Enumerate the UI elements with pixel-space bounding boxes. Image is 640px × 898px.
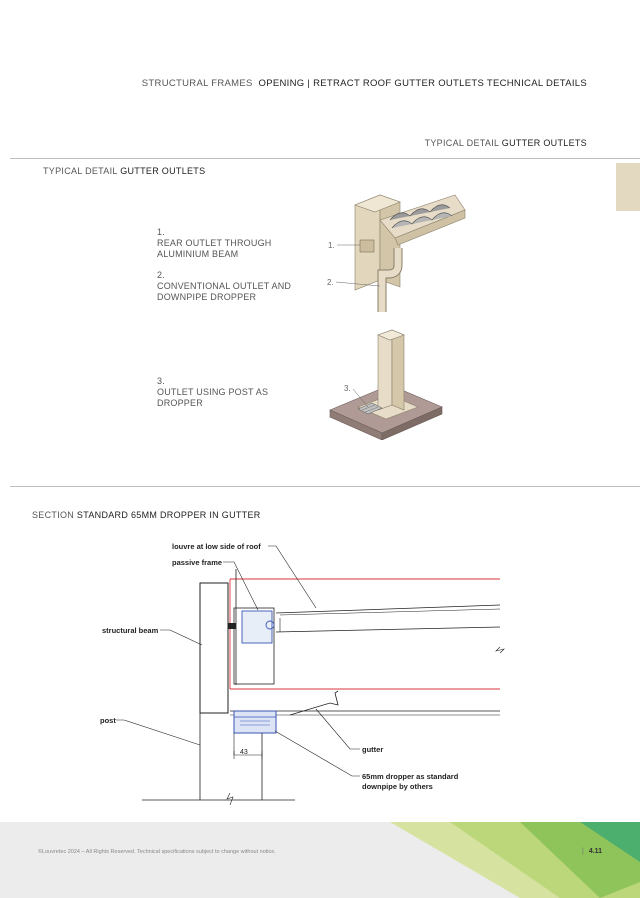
label-structural-beam: structural beam bbox=[102, 626, 159, 635]
page-number-block bbox=[582, 848, 602, 855]
section-drawing bbox=[90, 535, 520, 810]
label-dropper-line2: downpipe by others bbox=[362, 782, 433, 791]
subheader-prefix: TYPICAL DETAIL bbox=[424, 138, 499, 148]
note-1-number: 1. bbox=[157, 227, 165, 237]
note-1 bbox=[157, 227, 271, 260]
note-3 bbox=[157, 376, 268, 409]
section1-title: GUTTER OUTLETS bbox=[120, 166, 206, 176]
subheader bbox=[425, 138, 587, 148]
note-3-line1: OUTLET USING POST AS bbox=[157, 387, 269, 397]
note-3-number: 3. bbox=[157, 376, 165, 386]
note-1-line1: REAR OUTLET THROUGH bbox=[157, 238, 272, 248]
copyright-text: ©Louvretec 2024 – All Rights Reserved. Technical specifications subject to change without notice. bbox=[38, 849, 276, 855]
header-prefix: STRUCTURAL FRAMES bbox=[141, 78, 253, 89]
page-number: 4.11 bbox=[588, 848, 603, 855]
section2-title: STANDARD 65MM DROPPER IN GUTTER bbox=[76, 510, 261, 520]
page-separator: | bbox=[582, 848, 584, 855]
divider-middle bbox=[10, 486, 640, 487]
section2-prefix: SECTION bbox=[32, 510, 75, 520]
label-dropper-line1: 65mm dropper as standard bbox=[362, 772, 459, 781]
subheader-title: GUTTER OUTLETS bbox=[501, 138, 587, 148]
label-gutter: gutter bbox=[362, 745, 384, 754]
structural-beam-shape bbox=[200, 583, 228, 713]
header-title: OPENING | RETRACT ROOF GUTTER OUTLETS TECHNICAL DETAILS bbox=[258, 78, 587, 89]
divider-top bbox=[10, 158, 640, 159]
note-2-line1: CONVENTIONAL OUTLET AND bbox=[157, 281, 292, 291]
footer-decoration bbox=[0, 822, 640, 898]
label-post: post bbox=[100, 716, 116, 725]
section1-prefix: TYPICAL DETAIL bbox=[43, 166, 118, 176]
gutter-beam-illustration bbox=[320, 190, 470, 320]
dimension-label: 43 bbox=[240, 749, 248, 756]
note-1-line2: ALUMINIUM BEAM bbox=[157, 249, 239, 259]
label-louvre: louvre at low side of roof bbox=[172, 542, 261, 551]
note-2 bbox=[157, 270, 291, 303]
label-passive-frame: passive frame bbox=[172, 558, 223, 567]
note-3-line2: DROPPER bbox=[157, 398, 203, 408]
callout-1: 1. bbox=[328, 241, 335, 250]
section2-heading bbox=[32, 510, 261, 520]
callout-2: 2. bbox=[327, 278, 334, 287]
section1-heading bbox=[43, 166, 205, 176]
callout-3: 3. bbox=[344, 384, 351, 393]
section-tab bbox=[616, 163, 640, 211]
note-2-line2: DOWNPIPE DROPPER bbox=[157, 292, 257, 302]
page-header bbox=[142, 78, 587, 89]
note-2-number: 2. bbox=[157, 270, 165, 280]
post-dropper-illustration bbox=[320, 325, 450, 440]
footer bbox=[0, 822, 640, 898]
